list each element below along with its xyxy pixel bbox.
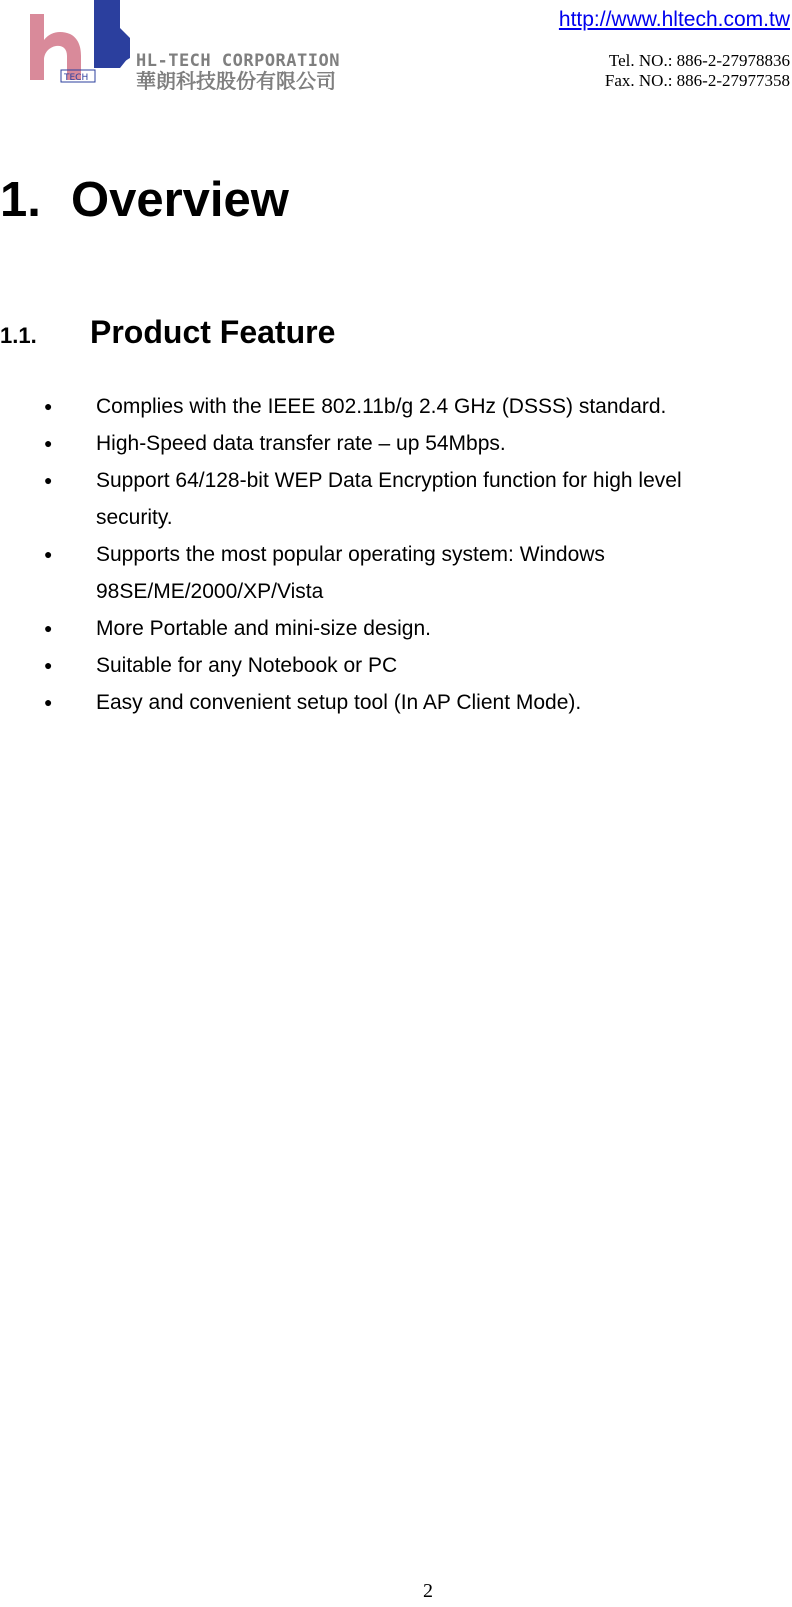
bullet-icon: ● [44,546,53,562]
fax-number: Fax. NO.: 886-2-27977358 [604,71,790,90]
feature-text: More Portable and mini-size design. [96,617,431,640]
subsection-number: 1.1. [0,323,37,348]
telephone-number: Tel. NO.: 886-2-27978836 [608,51,790,70]
bullet-icon: ● [44,472,53,488]
feature-text: High-Speed data transfer rate – up 54Mbps. [96,432,506,455]
feature-item [0,684,792,721]
section-title: Overview [71,173,289,227]
feature-item [0,462,792,536]
bullet-icon: ● [44,694,53,710]
feature-text: Support 64/128-bit WEP Data Encryption function for high level [96,469,682,492]
feature-list [0,388,792,721]
feature-item [0,647,792,684]
feature-text: security. [96,506,173,529]
bullet-icon: ● [44,620,53,636]
subsection-title: Product Feature [90,314,336,350]
feature-text: Complies with the IEEE 802.11b/g 2.4 GHz (DSSS) standard. [96,395,667,418]
bullet-icon: ● [44,657,53,673]
page-number: 2 [423,1580,433,1602]
logo-mark-text: TECH [64,73,89,83]
feature-item [0,536,792,610]
feature-item [0,610,792,647]
feature-text: Easy and convenient setup tool (In AP Client Mode). [96,691,582,714]
feature-text: 98SE/ME/2000/XP/Vista [96,580,324,603]
header-contact [430,0,790,91]
feature-item [0,425,792,462]
feature-text: Suitable for any Notebook or PC [96,654,398,677]
logo-name-en: HL-TECH CORPORATION [136,51,340,71]
section-number: 1. [0,173,41,227]
section-heading [0,172,289,228]
feature-text: Supports the most popular operating system: Windows [96,543,605,566]
feature-item [0,388,792,425]
bullet-icon: ● [44,398,53,414]
subsection-heading [0,314,335,350]
logo-name-zh: 華朗科技股份有限公司 [136,69,336,90]
website-link[interactable]: http://www.hltech.com.tw [558,8,790,31]
bullet-icon: ● [44,435,53,451]
company-logo [26,0,386,90]
